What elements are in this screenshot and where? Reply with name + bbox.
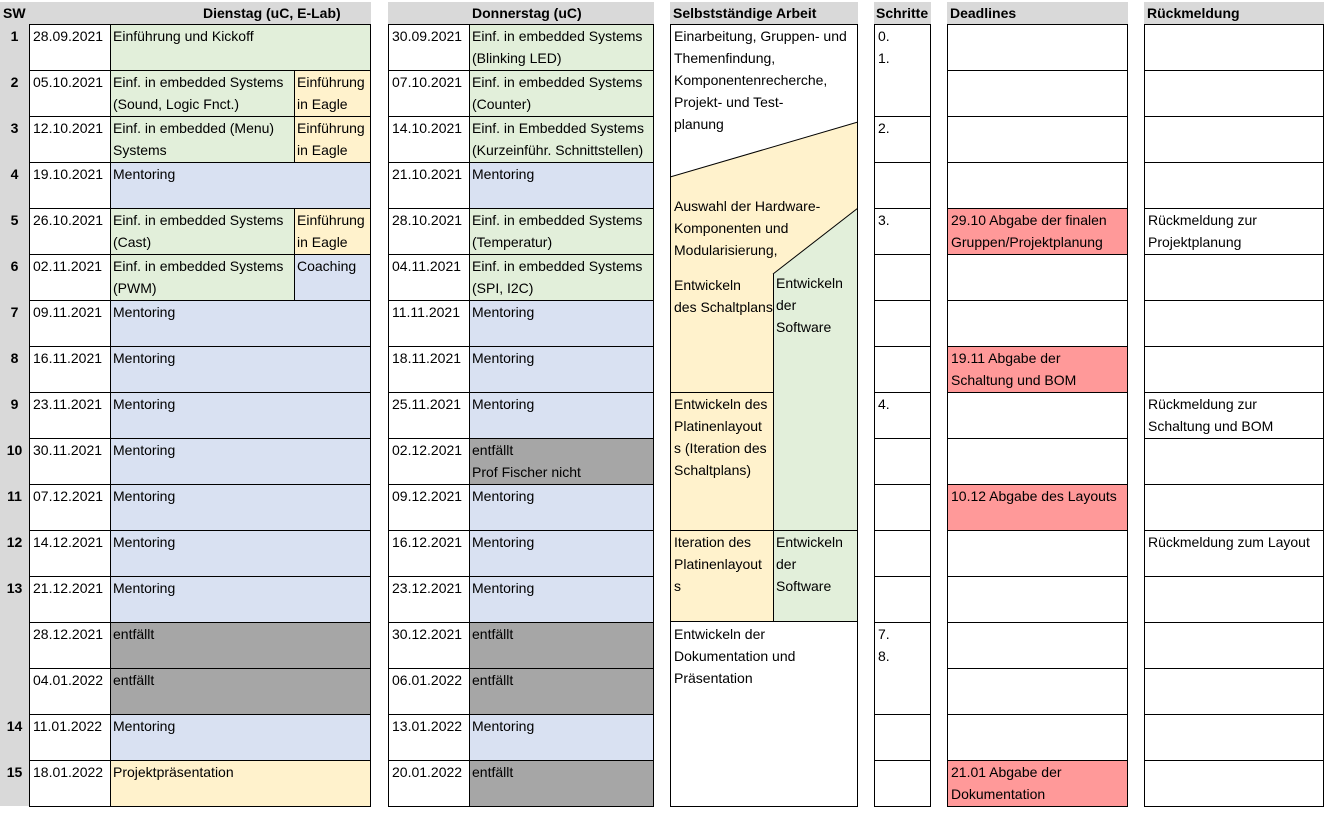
tue-date: 23.11.2021 [33, 396, 103, 412]
thu-date: 06.01.2022 [392, 672, 463, 688]
tue-text: Einführung und Kickoff [113, 28, 254, 44]
tue-text: Mentoring [113, 534, 176, 550]
thu-text: entfällt Prof Fischer nicht [472, 442, 581, 480]
tue-side-text: Einführung in Eagle [297, 212, 365, 250]
selbst-intro: Einarbeitung, Gruppen- und Themenfindung, Komponentenrecherche, Projekt- und Test- planung [674, 28, 847, 132]
thu-date: 23.12.2021 [392, 580, 463, 596]
thu-text: Mentoring [472, 580, 535, 596]
selbst-schaltplan: Entwickeln des Schaltplans [674, 277, 773, 315]
tue-date: 21.12.2021 [33, 580, 104, 596]
sw-number: 7 [10, 304, 19, 320]
tue-text: Mentoring [113, 304, 176, 320]
schritte-border [874, 24, 931, 807]
tue-text: Mentoring [113, 488, 176, 504]
header-bar-donnerstag [388, 2, 654, 24]
tue-date: 30.11.2021 [33, 442, 103, 458]
thu-date: 11.11.2021 [392, 304, 460, 320]
thu-text: Mentoring [472, 304, 535, 320]
tue-text: Einf. in embedded Systems (Cast) [113, 212, 284, 250]
tue-text: Einf. in embedded Systems (PWM) [113, 258, 284, 296]
selbst-border [670, 24, 858, 807]
header-dienstag: Dienstag (uC, E-Lab) [203, 5, 341, 21]
thu-date: 20.01.2022 [392, 764, 463, 780]
thu-text: Mentoring [472, 350, 535, 366]
deadline-text: 29.10 Abgabe der finalen Gruppen/Projektplanung [951, 212, 1107, 250]
header-bar-selbst [670, 2, 858, 24]
sw-number: 12 [6, 534, 23, 550]
tue-text: Mentoring [113, 442, 176, 458]
thu-date: 25.11.2021 [392, 396, 462, 412]
deadline-text: 19.11 Abgabe der Schaltung und BOM [951, 350, 1077, 388]
tue-side-text: Einführung in Eagle [297, 74, 365, 112]
schritt-label: 3. [878, 212, 890, 228]
thu-date: 21.10.2021 [392, 166, 463, 182]
thu-date: 07.10.2021 [392, 74, 463, 90]
selbst-software2: Entwickeln der Software [776, 534, 843, 594]
sw-number: 11 [7, 488, 22, 504]
tue-date: 19.10.2021 [33, 166, 104, 182]
sw-column [0, 24, 29, 806]
thu-date: 30.09.2021 [392, 28, 463, 44]
thu-text: Einf. in embedded Systems (Temperatur) [472, 212, 643, 250]
thu-date: 02.12.2021 [392, 442, 463, 458]
thu-date: 30.12.2021 [392, 626, 463, 642]
sw-number: 9 [10, 396, 19, 412]
thu-text: entfällt [472, 764, 514, 780]
tue-date: 11.01.2022 [33, 718, 103, 734]
tue-text: Projektpräsentation [113, 764, 234, 780]
thu-text: Mentoring [472, 396, 535, 412]
header-donnerstag: Donnerstag (uC) [472, 5, 582, 21]
selbst-auswahl: Auswahl der Hardware- Komponenten und Modularisierung, [674, 198, 821, 258]
tue-date: 18.01.2022 [33, 764, 104, 780]
tue-date: 05.10.2021 [33, 74, 104, 90]
schritt-label: 7. 8. [878, 626, 890, 664]
header-rueckmeldung: Rückmeldung [1147, 5, 1240, 21]
thu-text: Einf. in embedded Systems (SPI, I2C) [472, 258, 643, 296]
rueckmeldung-text: Rückmeldung zur Projektplanung [1148, 212, 1257, 250]
tue-date: 26.10.2021 [33, 212, 104, 228]
thu-date: 13.01.2022 [392, 718, 463, 734]
tue-side-text: Einführung in Eagle [297, 120, 365, 158]
thu-text: Einf. in embedded Systems (Blinking LED) [472, 28, 643, 66]
header-deadlines: Deadlines [950, 5, 1017, 21]
header-bar-dienstag [0, 2, 371, 24]
selbst-platinen: Entwickeln des Platinenlayout s (Iteration des Schaltplans) [674, 396, 768, 478]
header-selbst: Selbstständige Arbeit [673, 5, 817, 21]
header-schritte: Schritte [876, 5, 929, 21]
tue-side-text: Coaching [297, 258, 357, 274]
schritt-label: 0. 1. [878, 28, 890, 66]
sw-number: 6 [10, 258, 19, 274]
sw-number: 4 [10, 166, 19, 182]
tue-text: Mentoring [113, 396, 176, 412]
deadline-text: 10.12 Abgabe des Layouts [951, 488, 1117, 504]
tue-date: 07.12.2021 [33, 488, 104, 504]
rueckmeldung-text: Rückmeldung zum Layout [1148, 534, 1310, 550]
tue-text: Mentoring [113, 166, 176, 182]
tue-border [29, 24, 371, 807]
thu-date: 28.10.2021 [392, 212, 463, 228]
sw-number: 3 [10, 120, 19, 136]
thu-text: Mentoring [472, 488, 535, 504]
deadlines-border [947, 24, 1128, 807]
tue-text: Einf. in embedded Systems (Sound, Logic Fnct.) [113, 74, 284, 112]
thu-date: 14.10.2021 [392, 120, 463, 136]
sw-number: 15 [6, 764, 23, 780]
deadline-text: 21.01 Abgabe der Dokumentation [951, 764, 1062, 802]
sw-number: 1 [10, 28, 19, 44]
header-bar-schritte [874, 2, 931, 24]
tue-date: 09.11.2021 [33, 304, 103, 320]
tue-date: 28.09.2021 [33, 28, 104, 44]
tue-text: Einf. in embedded (Menu) Systems [113, 120, 275, 158]
sw-number: 10 [6, 442, 23, 458]
rueckmeldung-text: Rückmeldung zur Schaltung und BOM [1148, 396, 1274, 434]
tue-date: 02.11.2021 [33, 258, 103, 274]
tue-date: 14.12.2021 [33, 534, 104, 550]
tue-text: Mentoring [113, 718, 176, 734]
schritt-label: 2. [878, 120, 890, 136]
tue-text: Mentoring [113, 350, 176, 366]
header-bar-rueckmeldung [1144, 2, 1324, 24]
tue-text: entfällt [113, 626, 155, 642]
thu-date: 09.12.2021 [392, 488, 463, 504]
sw-number: 2 [10, 74, 19, 90]
thu-text: entfällt [472, 672, 514, 688]
tue-date: 12.10.2021 [33, 120, 104, 136]
sw-number: 8 [10, 350, 19, 366]
thu-text: Einf. in embedded Systems (Counter) [472, 74, 643, 112]
selbst-iteration: Iteration des Platinenlayout s [674, 534, 762, 594]
thu-border [388, 24, 654, 807]
thu-text: Mentoring [472, 166, 535, 182]
thu-text: Mentoring [472, 534, 535, 550]
tue-date: 28.12.2021 [33, 626, 104, 642]
thu-text: Einf. in Embedded Systems (Kurzeinführ. Schnittstellen) [472, 120, 644, 158]
sw-number: 14 [6, 718, 23, 734]
thu-date: 16.12.2021 [392, 534, 463, 550]
selbst-doku: Entwickeln der Dokumentation und Präsentation [674, 626, 796, 686]
tue-date: 16.11.2021 [33, 350, 103, 366]
thu-date: 04.11.2021 [392, 258, 462, 274]
sw-number: 5 [10, 212, 19, 228]
sw-number: 13 [6, 580, 23, 596]
tue-text: entfällt [113, 672, 155, 688]
selbst-software1: Entwickeln der Software [776, 275, 843, 335]
header-sw: SW [3, 5, 26, 21]
tue-text: Mentoring [113, 580, 176, 596]
thu-date: 18.11.2021 [392, 350, 462, 366]
schritt-label: 4. [878, 396, 890, 412]
header-bar-deadlines [947, 2, 1128, 24]
thu-text: Mentoring [472, 718, 535, 734]
tue-date: 04.01.2022 [33, 672, 104, 688]
thu-text: entfällt [472, 626, 514, 642]
